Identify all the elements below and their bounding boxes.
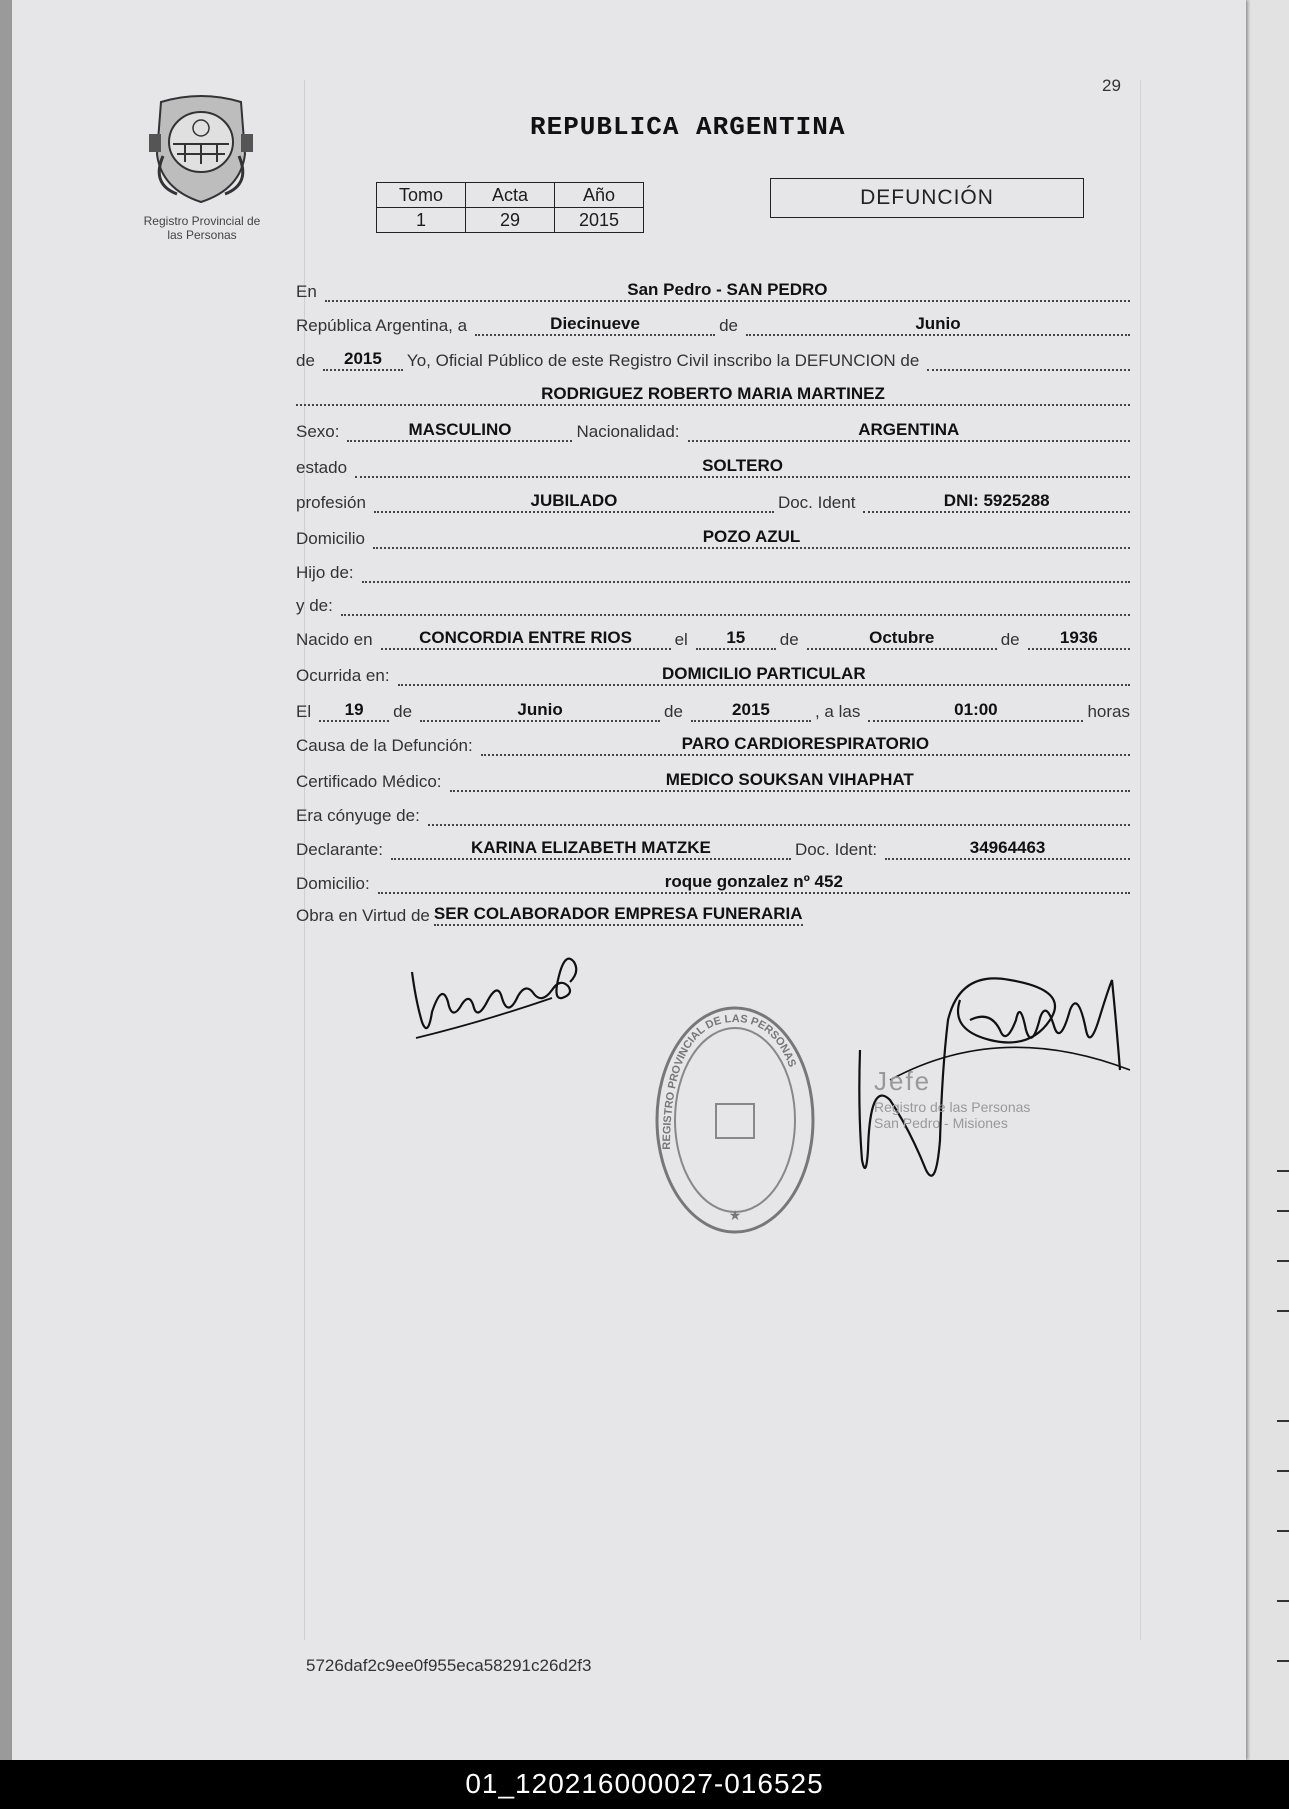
label-de: de (719, 316, 738, 335)
value-estado: SOLTERO (355, 456, 1130, 478)
page-number: 29 (1102, 76, 1121, 95)
row-year-intro (296, 343, 1134, 371)
registry-value-acta: 29 (466, 208, 555, 233)
seal-caption: Registro Provincial de las Personas (143, 214, 261, 242)
value-causa: PARO CARDIORESPIRATORIO (481, 734, 1130, 756)
value-hora: 01:00 (868, 700, 1083, 722)
row-spouse (296, 798, 1134, 826)
row-sex-nationality (296, 414, 1134, 442)
label-domicilio: Domicilio (296, 529, 365, 548)
row-certificate (296, 764, 1134, 792)
value-place: San Pedro - SAN PEDRO (325, 280, 1130, 302)
row-domicile (296, 521, 1134, 549)
label-de-year: de (296, 351, 315, 370)
label-conyuge: Era cónyuge de: (296, 806, 420, 825)
value-def-anio: 2015 (691, 700, 811, 722)
label-obra: Obra en Virtud de (296, 906, 430, 925)
label-de-def-mes: de (393, 702, 413, 721)
registry-table (376, 182, 644, 233)
registry-header-anio: Año (555, 183, 644, 208)
label-certificado: Certificado Médico: (296, 772, 442, 791)
label-yo-text: Yo, Oficial Público de este Registro Civil inscribo la DEFUNCION de (406, 351, 920, 370)
label-a-las: , a las (814, 702, 861, 721)
row-deceased-name (296, 378, 1134, 406)
document-title: REPUBLICA ARGENTINA (530, 112, 846, 142)
label-de-def-anio: de (664, 702, 683, 721)
value-nacido-anio: 1936 (1028, 628, 1130, 650)
value-sexo: MASCULINO (347, 420, 572, 442)
row-declarant (296, 832, 1134, 860)
label-ocurrida: Ocurrida en: (296, 666, 390, 685)
value-blank-intro (927, 369, 1130, 371)
row-occurred (296, 658, 1134, 686)
value-day-words: Diecinueve (475, 314, 715, 336)
registry-header-tomo: Tomo (377, 183, 466, 208)
row-cause (296, 728, 1134, 756)
label-causa: Causa de la Defunción: (296, 736, 473, 755)
row-father (296, 555, 1134, 583)
row-place (296, 274, 1134, 302)
label-el-cap: El (296, 702, 312, 721)
row-obra (296, 898, 1134, 926)
row-date (296, 308, 1134, 336)
value-month: Junio (746, 314, 1130, 336)
row-profession (296, 485, 1134, 513)
label-de-nac-anio: de (1000, 630, 1020, 649)
label-y-de: y de: (296, 596, 333, 615)
value-def-dia: 19 (319, 700, 389, 722)
row-mother (296, 588, 1134, 616)
svg-text:★: ★ (728, 1207, 742, 1223)
label-nacido: Nacido en (296, 630, 373, 649)
label-estado: estado (296, 458, 348, 477)
declarant-signature (402, 942, 592, 1062)
value-decl-doc: 34964463 (885, 838, 1130, 860)
value-nacido-mes: Octubre (807, 628, 997, 650)
value-def-mes: Junio (420, 700, 660, 722)
row-declarant-domicile (296, 866, 1134, 894)
value-declarante: KARINA ELIZABETH MATZKE (391, 838, 791, 860)
registry-value-tomo: 1 (377, 208, 466, 233)
label-en: En (296, 282, 317, 301)
value-obra: SER COLABORADOR EMPRESA FUNERARIA (434, 904, 803, 926)
value-certificado: MEDICO SOUKSAN VIHAPHAT (450, 770, 1130, 792)
label-hijo: Hijo de: (296, 563, 354, 582)
value-decl-domicilio: roque gonzalez nº 452 (378, 872, 1130, 894)
value-deceased-name: RODRIGUEZ ROBERTO MARIA MARTINEZ (296, 384, 1130, 406)
registry-round-stamp (650, 1000, 820, 1240)
act-type-box: DEFUNCIÓN (770, 178, 1084, 218)
value-doc-ident: DNI: 5925288 (863, 491, 1130, 513)
value-y-de (341, 614, 1130, 616)
label-doc-ident: Doc. Ident (777, 493, 856, 512)
value-nacido-lugar: CONCORDIA ENTRE RIOS (381, 628, 671, 650)
label-decl-domicilio: Domicilio: (296, 874, 370, 893)
scan-left-edge (0, 0, 12, 1760)
registry-header-acta: Acta (466, 183, 555, 208)
row-civil-status (296, 450, 1134, 478)
value-year: 2015 (323, 349, 403, 371)
row-death-date (296, 694, 1134, 722)
label-de-nac-mes: de (779, 630, 799, 649)
label-horas: horas (1087, 702, 1130, 721)
value-conyuge (428, 824, 1130, 826)
registry-value-anio: 2015 (555, 208, 644, 233)
value-domicilio: POZO AZUL (373, 527, 1130, 549)
svg-text:REGISTRO PROVINCIAL DE LAS PER: REGISTRO PROVINCIAL DE LAS PERSONAS (660, 1012, 798, 1150)
right-margin-line (1140, 80, 1141, 1640)
label-republica: República Argentina, a (296, 316, 468, 335)
label-decl-doc: Doc. Ident: (794, 840, 878, 859)
label-el: el (674, 630, 688, 649)
label-sexo: Sexo: (296, 422, 340, 441)
document-hash: 5726daf2c9ee0f955eca58291c26d2f3 (306, 1656, 592, 1675)
value-hijo (362, 581, 1130, 583)
value-ocurrida: DOMICILIO PARTICULAR (398, 664, 1130, 686)
label-nacionalidad: Nacionalidad: (576, 422, 680, 441)
provincial-seal-icon (141, 94, 261, 204)
value-profesion: JUBILADO (374, 491, 774, 513)
row-birth (296, 622, 1134, 650)
value-nacionalidad: ARGENTINA (688, 420, 1131, 442)
label-profesion: profesión (296, 493, 366, 512)
label-declarante: Declarante: (296, 840, 383, 859)
official-name-stamp: Jefe Registro de las Personas San Pedro - Misiones (874, 1066, 1031, 1131)
scan-id-footer: 01_120216000027-016525 (0, 1760, 1289, 1809)
value-nacido-dia: 15 (696, 628, 776, 650)
